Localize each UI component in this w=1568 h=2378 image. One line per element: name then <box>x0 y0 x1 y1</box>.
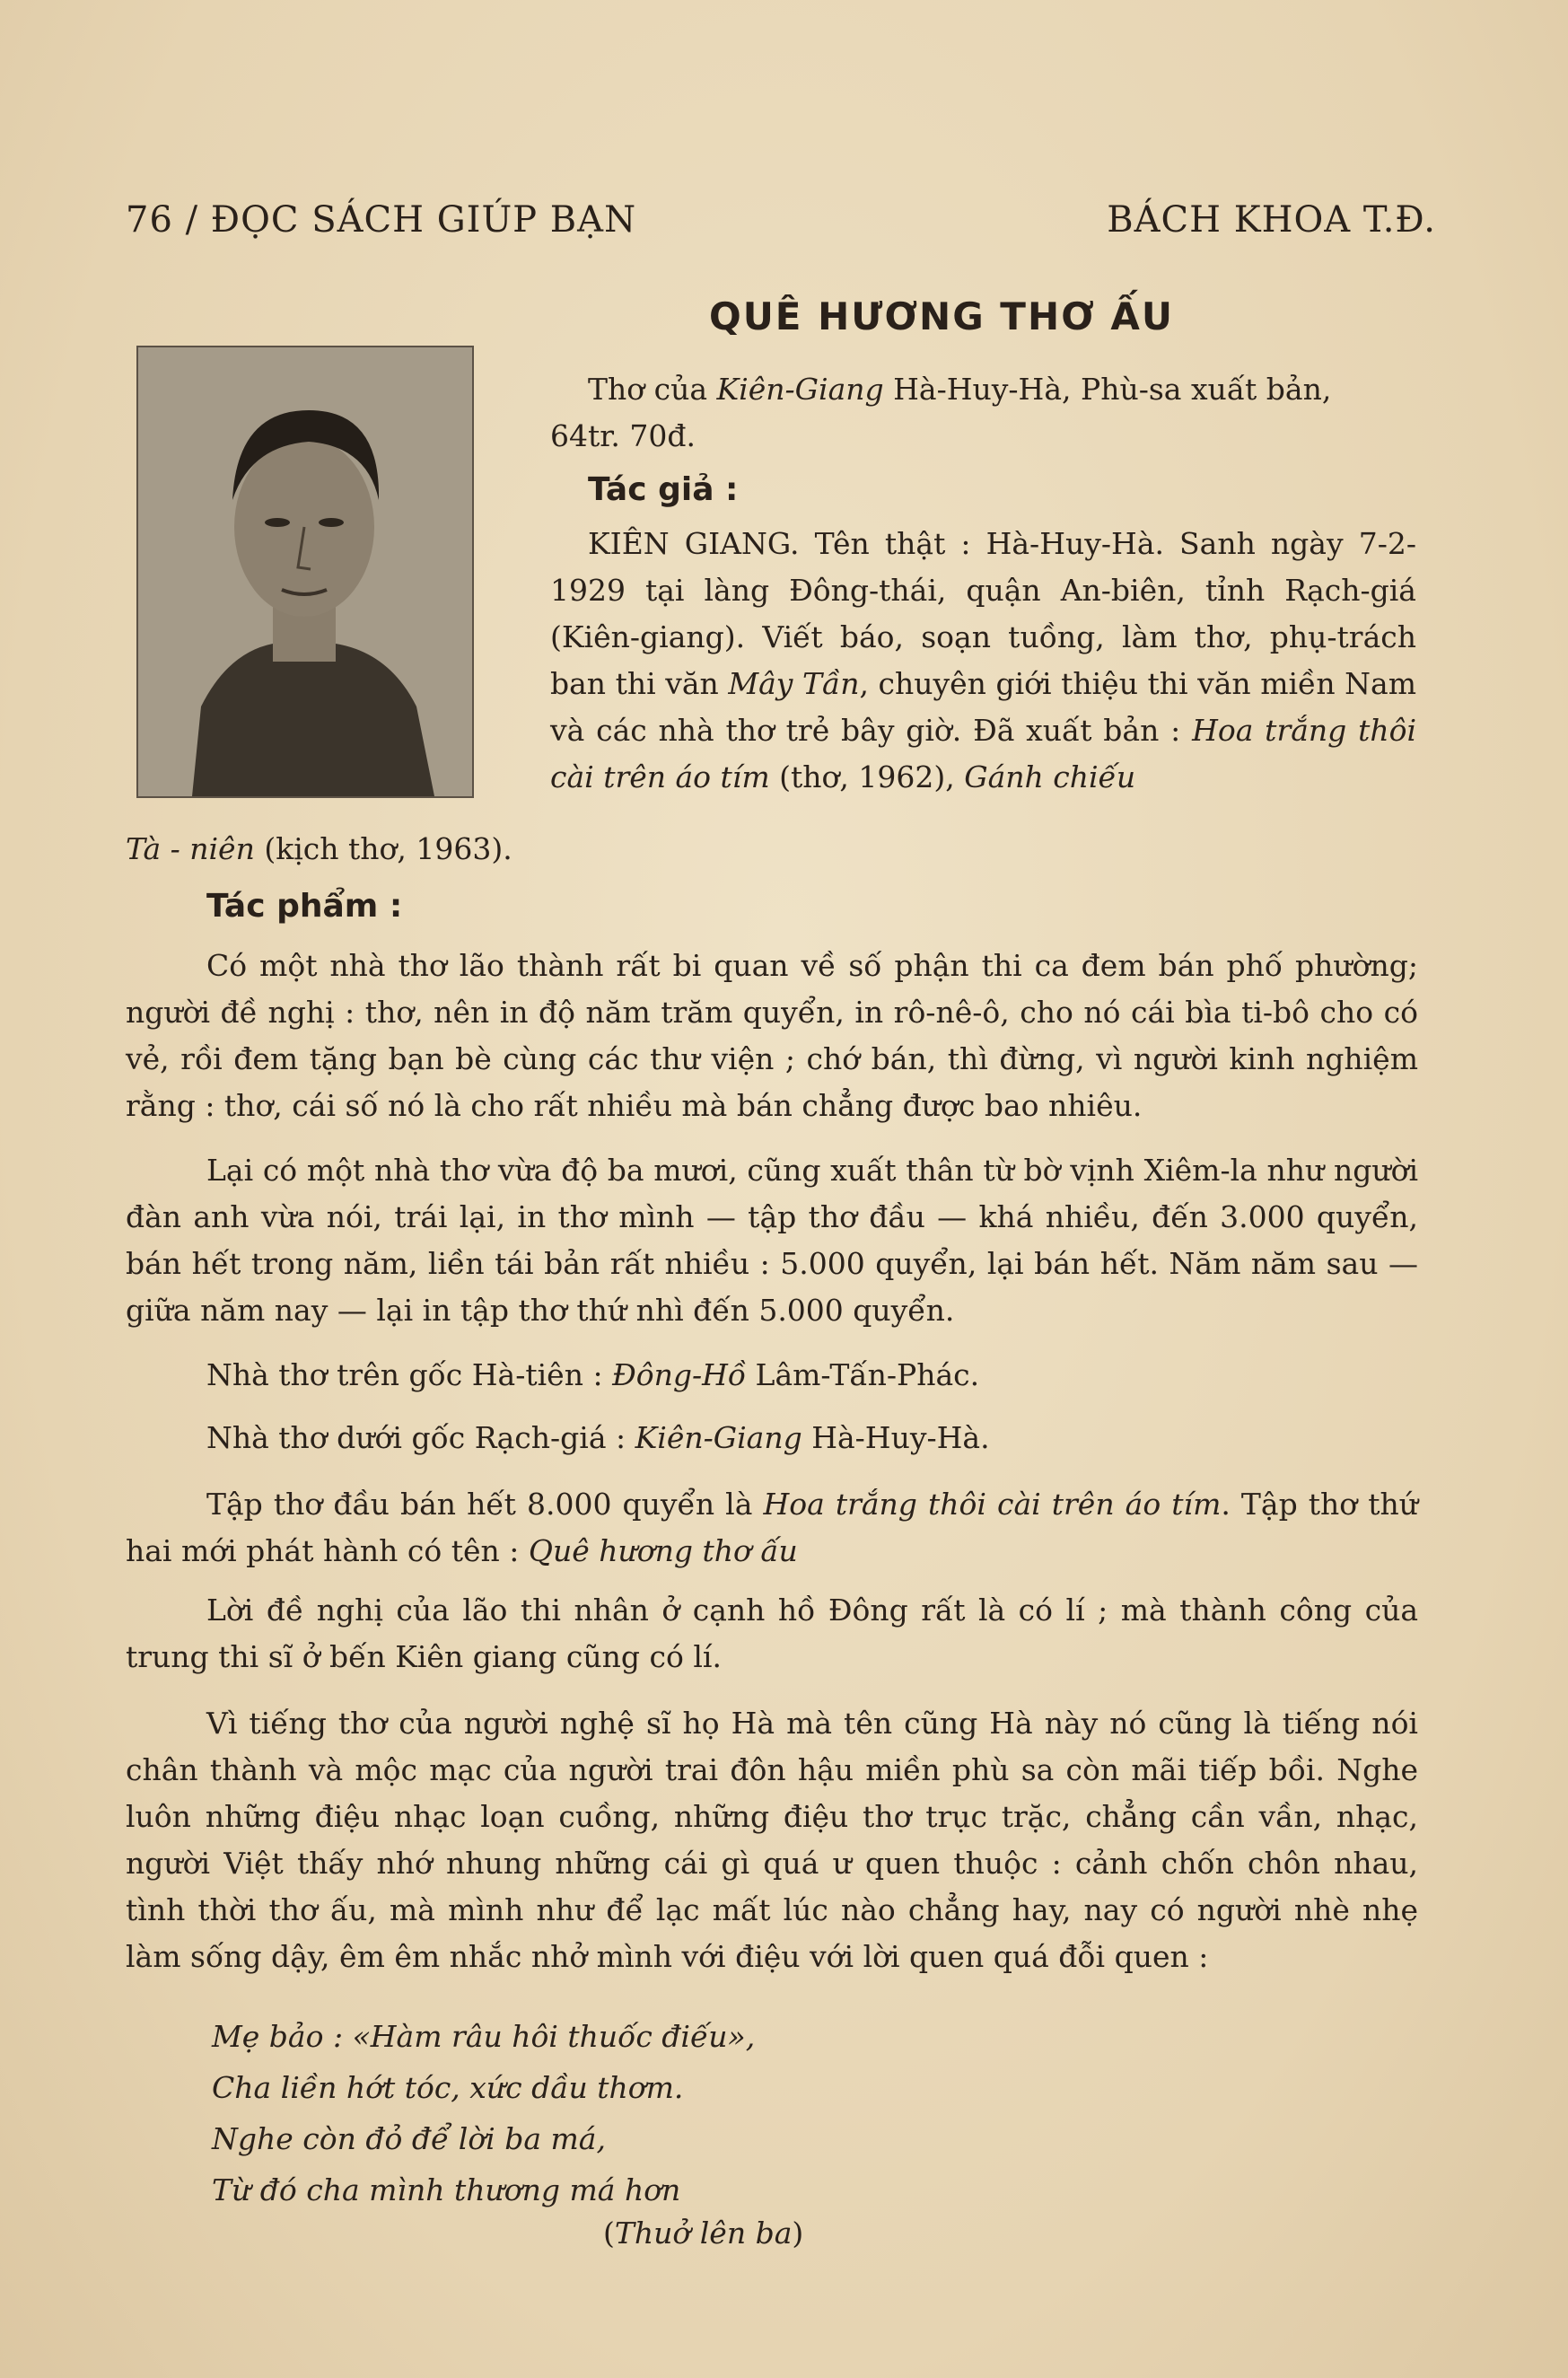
paragraph-5: Vì tiếng thơ của người nghệ sĩ họ Hà mà tên cũng Hà này nó cũng là tiếng nói chân thành và mộc mạc của người trai đôn hậu miền phù sa còn mãi tiếp bồi. Nghe luôn những điệu nhạc loạn cuồng, những điệu thơ trục trặc, chẳng cần vần, nhạc, người Việt thấy nhớ nhung những cái gì quá ư quen thuộc : cảnh chốn chôn nhau, tình thời thơ ấu, mà mình như để lạc mất lúc nào chẳng hay, nay có người nhè nhẹ làm sống dậy, êm êm nhắc nhở mình với điệu với lời quen quá đỗi quen : <box>126 1706 1418 1974</box>
poem-source: (Thuở lên ba) <box>603 2216 804 2251</box>
bio-work-1: Hoa trắng thôi cài trên áo tím <box>550 713 1416 794</box>
works-heading: Tác phẩm : <box>206 888 403 925</box>
para-3-book-2: Quê hương thơ ấu <box>528 1533 798 1568</box>
poet-1-name: Lâm-Tấn-Phác. <box>746 1357 980 1392</box>
author-heading: Tác giả : <box>588 471 739 508</box>
poem-line: Nghe còn đỏ để lời ba má, <box>212 2121 606 2156</box>
intro-block <box>550 366 1416 801</box>
poet-2-pen-name: Kiên-Giang <box>635 1420 802 1455</box>
poet-2-label: Nhà thơ dưới gốc Rạch-giá : <box>206 1420 635 1455</box>
author-photo <box>136 346 474 798</box>
poem-line: Mẹ bảo : «Hàm râu hôi thuốc điếu», <box>212 2019 756 2054</box>
intro-publisher: Hà-Huy-Hà, Phù-sa xuất bản, <box>883 372 1332 407</box>
publication-name: BÁCH KHOA T.Đ. <box>1107 199 1436 241</box>
bio-work-2: Gánh chiếu <box>964 759 1136 794</box>
intro-author: Kiên-Giang <box>716 372 884 407</box>
bio-work-3: Tà - niên <box>126 831 255 866</box>
paragraph-2: Lại có một nhà thơ vừa độ ba mươi, cũng xuất thân từ bờ vịnh Xiêm-la như người đàn anh vừa nói, trái lại, in thơ mình — tập thơ đầu — khá nhiều, đến 3.000 quyển, bán hết trong năm, liền tái bản rất nhiều : 5.000 quyển, lại bán hết. Năm năm sau — giữa năm nay — lại in tập thơ thứ nhì đến 5.000 quyển. <box>126 1153 1418 1328</box>
portrait-image <box>138 347 472 796</box>
works-block <box>126 826 1418 1980</box>
para-3-book-1: Hoa trắng thôi cài trên áo tím <box>763 1487 1222 1522</box>
poet-2-name: Hà-Huy-Hà. <box>802 1420 990 1455</box>
page-number-section: 76 / ĐỌC SÁCH GIÚP BẠN <box>126 199 637 241</box>
bio-work-1-note: (thơ, 1962), <box>769 759 965 794</box>
intro-price: 64tr. 70đ. <box>550 418 696 453</box>
intro-text: Thơ của <box>588 372 717 407</box>
intro-line <box>550 366 1416 413</box>
bio-text-2: , chuyên giới thiệu thi văn miền Nam và các nhà thơ trẻ bây giờ. Đã xuất bản : <box>550 666 1416 748</box>
poet-1-label: Nhà thơ trên gốc Hà-tiên : <box>206 1357 613 1392</box>
poem-line: Cha liền hớt tóc, xức dầu thơm. <box>212 2070 684 2105</box>
para-3-text: Tập thơ đầu bán hết 8.000 quyển là <box>206 1487 764 1522</box>
paragraph-3 <box>126 1481 1418 1575</box>
paragraph-4: Lời đề nghị của lão thi nhân ở cạnh hồ Đông rất là có lí ; mà thành công của trung thi sĩ ở bến Kiên giang cũng có lí. <box>126 1593 1418 1674</box>
bio-work-3-note: (kịch thơ, 1963). <box>254 831 512 866</box>
bio-continuation <box>126 826 1418 873</box>
paragraph-1: Có một nhà thơ lão thành rất bi quan về số phận thi ca đem bán phố phường; người đề nghị : thơ, nên in độ năm trăm quyển, in rô-nê-ô, cho nó cái bìa ti-bô cho có vẻ, rồi đem tặng bạn bè cùng các thư viện ; chớ bán, thì đừng, vì người kinh nghiệm rằng : thơ, cái số nó là cho rất nhiều mà bán chẳng được bao nhiêu. <box>126 948 1418 1123</box>
poet-1-line <box>126 1352 1418 1399</box>
para-3-text-2: . Tập thơ thứ hai mới phát hành có tên : <box>126 1487 1418 1568</box>
poem-line: Từ đó cha mình thương má hơn <box>212 2172 681 2207</box>
author-bio <box>550 521 1416 801</box>
poem-excerpt <box>212 2011 755 2216</box>
bio-text: KIÊN GIANG. Tên thật : Hà-Huy-Hà. Sanh ngày 7-2-1929 tại làng Đông-thái, quận An-biên, tỉnh Rạch-giá (Kiên-giang). Viết báo, soạn tuồng, làm thơ, phụ-trách ban thi văn <box>550 526 1416 701</box>
article-title: QUÊ HƯƠNG THƠ ẤU <box>709 294 1175 338</box>
page-header <box>126 199 1436 253</box>
poet-2-line <box>126 1415 1418 1461</box>
bio-magazine: Mây Tần <box>728 666 860 701</box>
poet-1-pen-name: Đông-Hồ <box>612 1357 747 1392</box>
